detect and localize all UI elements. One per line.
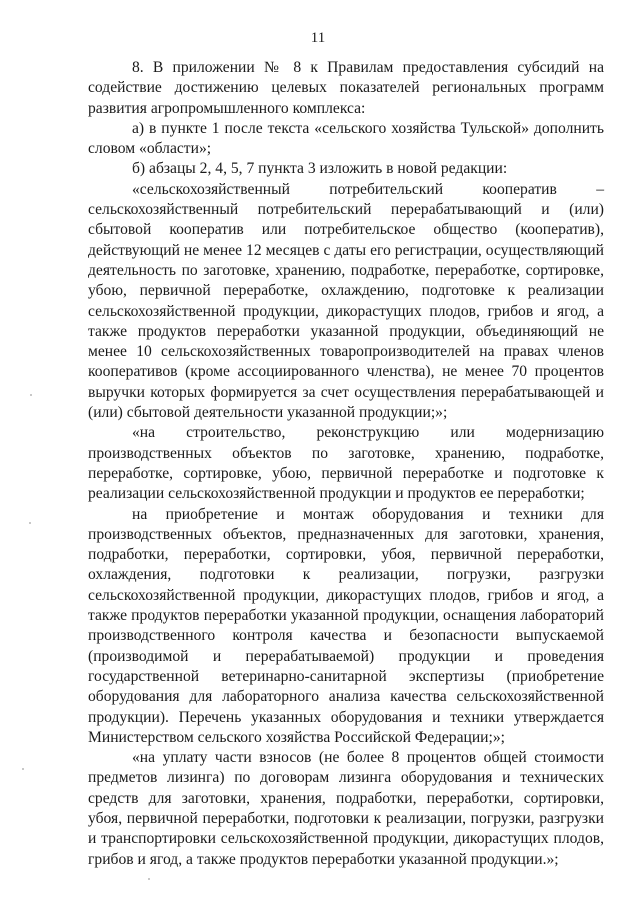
paragraph-subitem-a: а) в пункте 1 после текста «сельского хозяйства Тульской» дополнить словом «области»; — [88, 119, 604, 158]
scan-mark — [22, 768, 24, 770]
scan-mark — [148, 878, 150, 880]
paragraph-equipment: на приобретение и монтаж оборудования и техники для производственных объектов, предназначенных для заготовки, хранения, подработки, переработки, сортировки, убоя, первичной переработки, охлаждения, подготовки к реализации, погрузки, разгрузки сельскохозяйственной продукции, дикорастущих плодов, грибов и ягод, а также продуктов переработки указанной продукции, оснащения лабораторий производственного контроля качества и безопасности выпускаемой (производимой и перерабатываемой) продукции и проведения государственной ветеринарно-санитарной экспертизы (приобретение оборудования для лабораторного анализа качества сельскохозяйственной продукции). Перечень указанных оборудования и техники утверждается Министерством сельского хозяйства Российской Федерации;»; — [88, 505, 604, 746]
paragraph-subitem-b: б) абзацы 2, 4, 5, 7 пункта 3 изложить в новой редакции: — [132, 160, 508, 178]
page-number: 11 — [310, 30, 326, 46]
document-body — [88, 58, 604, 870]
paragraph-item-8: 8. В приложении № 8 к Правилам предоставления субсидий на содействие достижению целевых показателей региональных программ развития агропромышленного комплекса: — [88, 59, 604, 117]
scan-mark — [30, 394, 32, 396]
paragraph-construction: «на строительство, реконструкцию или модернизацию производственных объектов по заготовке, хранению, подработке, переработке, сортировке, убою, первичной переработке и подготовке к реализации сельскохозяйственной продукции и продуктов ее переработки; — [88, 424, 604, 503]
paragraph-cooperative-definition: «сельскохозяйственный потребительский кооператив – сельскохозяйственный потребительский перерабатывающий и (или) сбытовой кооператив или потребительское общество (кооператив), действующий не менее 12 месяцев с даты его регистрации, осуществляющий деятельность по заготовке, хранению, подработке, переработке, сортировке, убою, первичной переработке, охлаждению, подготовке к реализации сельскохозяйственной продукции, дикорастущих плодов, грибов и ягод, а также продуктов переработки указанной продукции, объединяющий не менее 10 сельскохозяйственных товаропроизводителей на правах членов кооперативов (кроме ассоциированного членства), не менее 70 процентов выручки которых формируется за счет осуществления перерабатывающей и (или) сбытовой деятельности указанной продукции;»; — [88, 180, 604, 422]
scan-mark — [29, 522, 31, 524]
paragraph-leasing: «на уплату части взносов (не более 8 процентов общей стоимости предметов лизинга) по договорам лизинга оборудования и технических средств для заготовки, хранения, подработки, переработки, сортировки, убоя, первичной переработки, подготовки к реализации, погрузки, разгрузки и транспортировки сельскохозяйственной продукции, дикорастущих плодов, грибов и ягод, а также продуктов переработки указанной продукции.»; — [88, 749, 604, 868]
